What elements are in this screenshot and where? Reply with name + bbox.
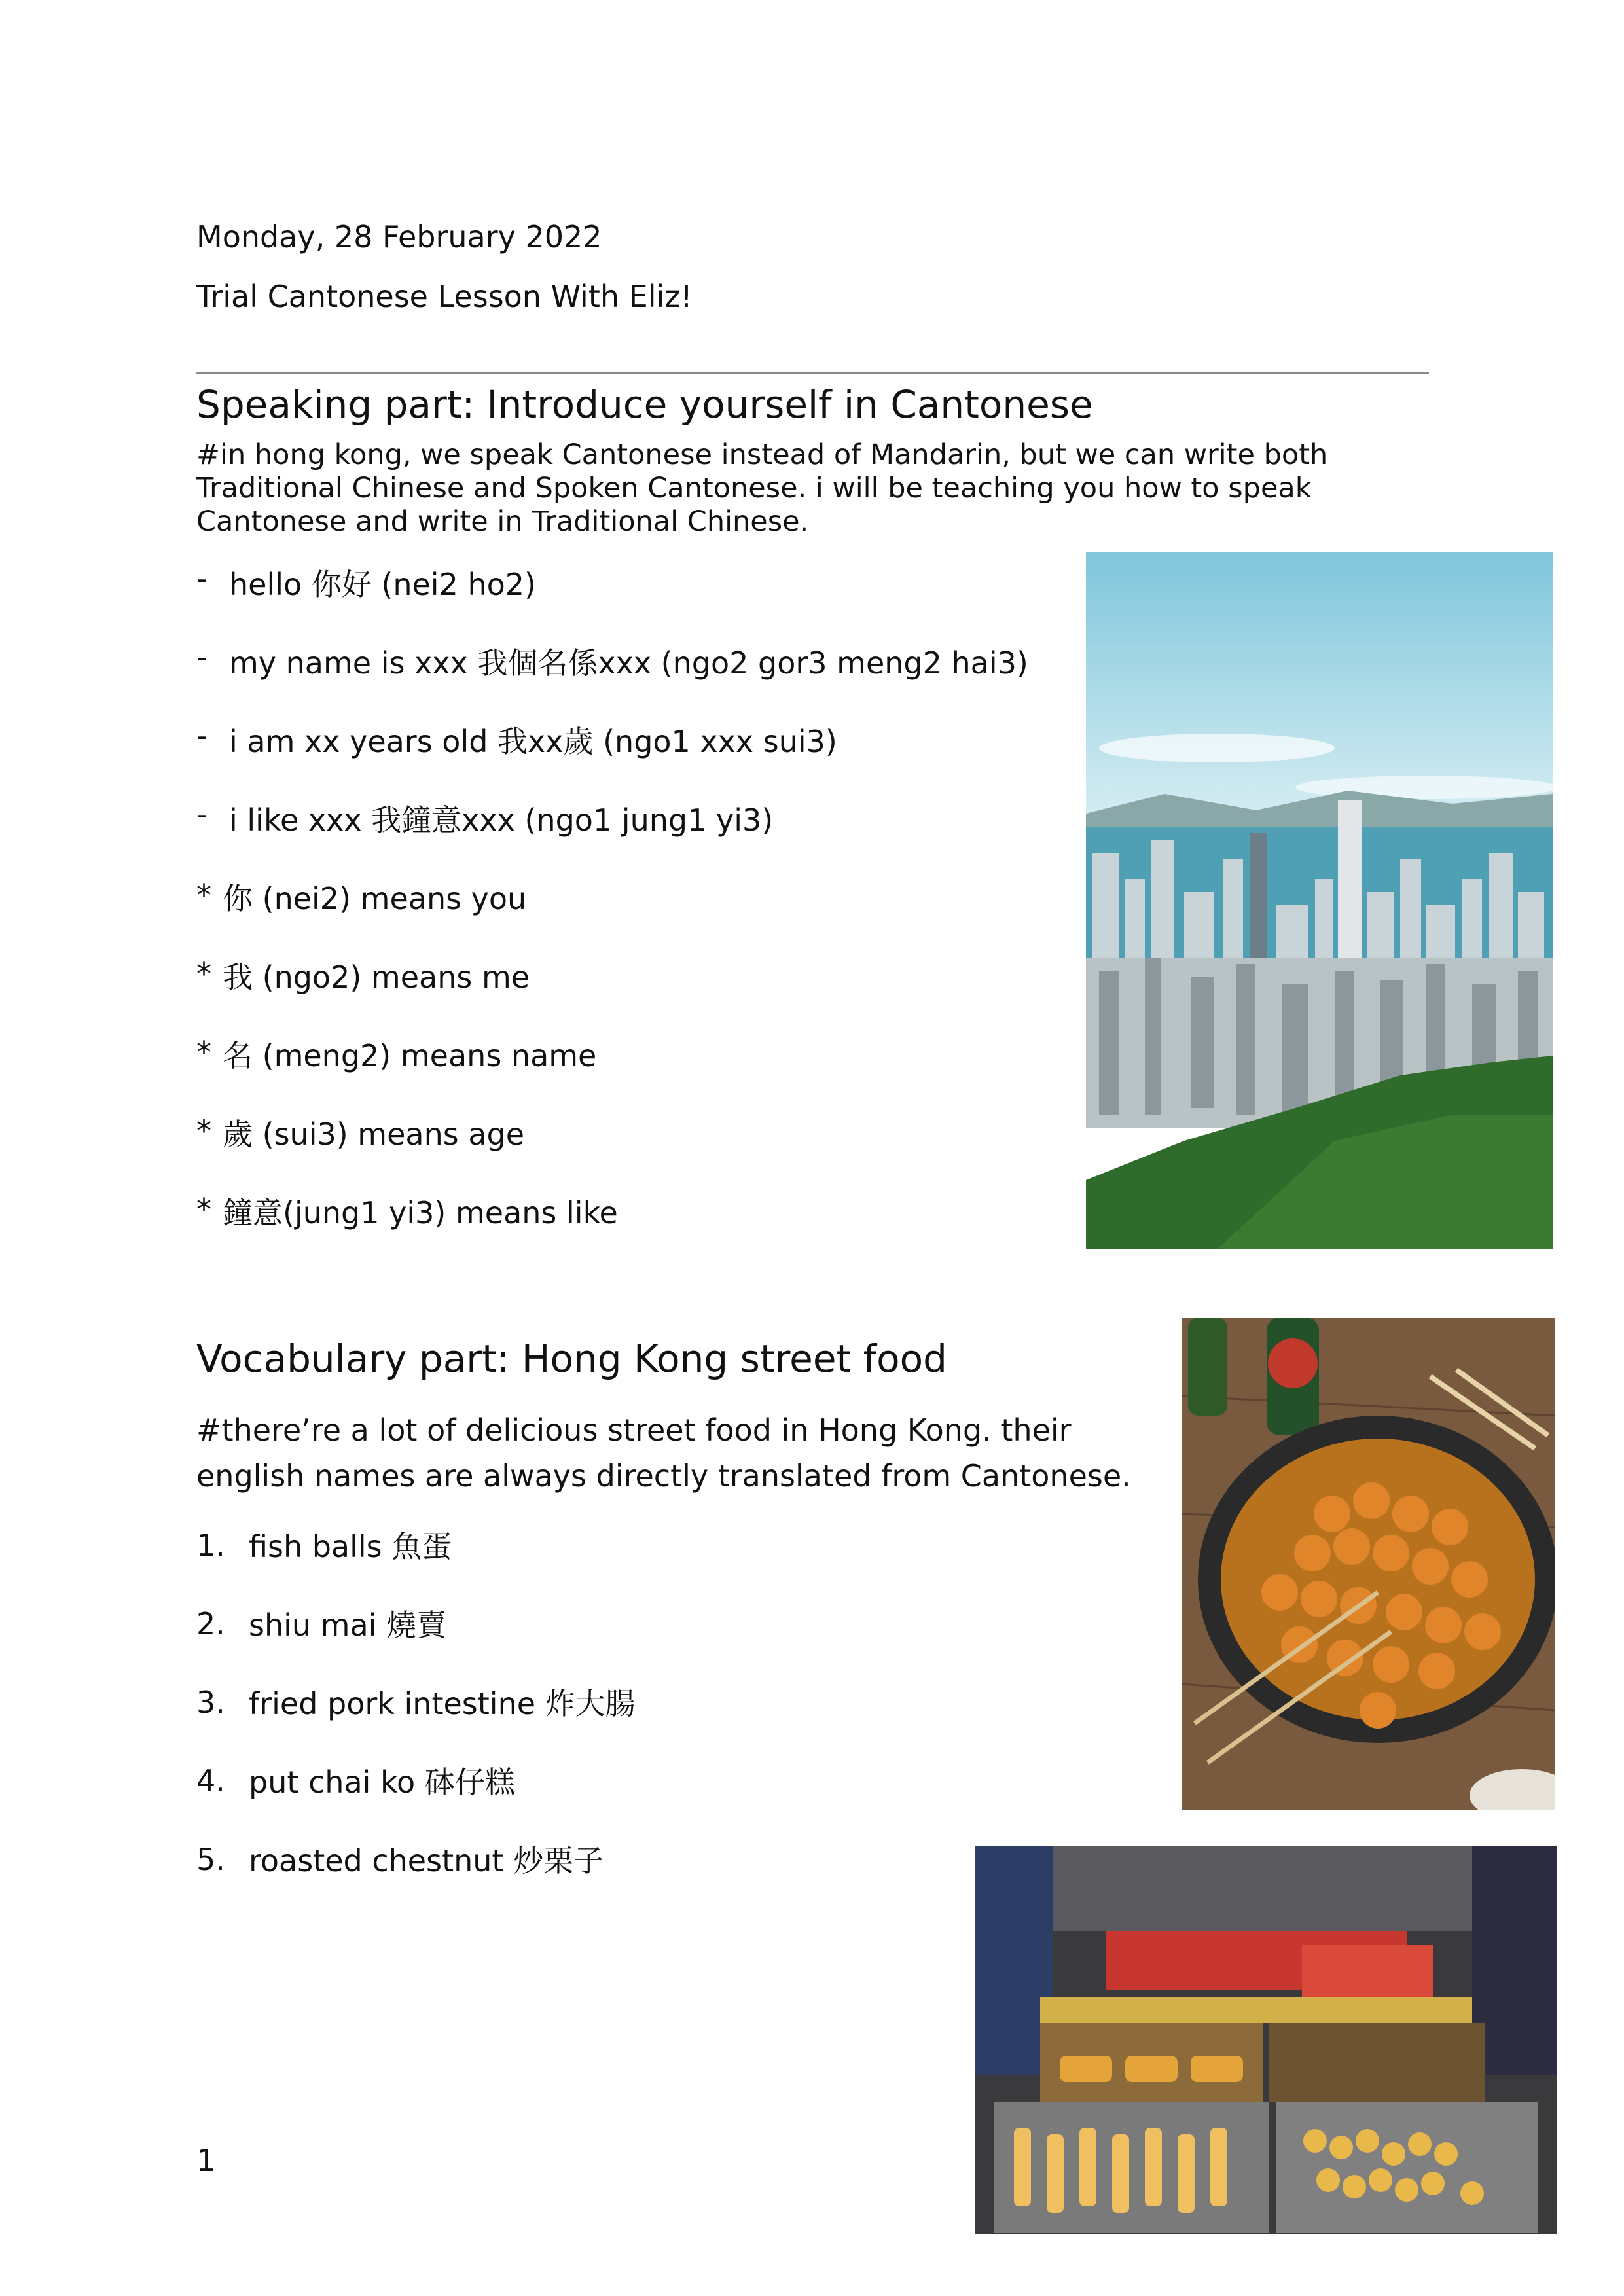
item-number: 2.	[196, 1606, 225, 1641]
vocabulary-heading: Vocabulary part: Hong Kong street food	[196, 1336, 947, 1381]
star-bullet: *	[196, 1035, 211, 1070]
dash-bullet: -	[196, 561, 208, 596]
curry-fish-balls-photo	[1182, 1318, 1555, 1810]
dash-bullet: -	[196, 639, 208, 675]
star-bullet: *	[196, 878, 211, 913]
star-bullet: *	[196, 1113, 211, 1149]
vocab-text: fish balls 魚蛋	[249, 1529, 452, 1564]
item-number: 5.	[196, 1842, 225, 1877]
dash-bullet: -	[196, 797, 208, 832]
note-text: 我 (ngo2) means me	[223, 960, 530, 995]
note-text: 鐘意(jung1 yi3) means like	[223, 1195, 618, 1230]
dash-bullet: -	[196, 718, 208, 753]
phrase-text: my name is xxx 我個名係xxx (ngo2 gor3 meng2 hai3)	[229, 645, 1028, 681]
item-number: 1.	[196, 1528, 225, 1563]
note-text: 名 (meng2) means name	[223, 1038, 597, 1073]
document-date: Monday, 28 February 2022	[196, 219, 602, 255]
phrase-text: i am xx years old 我xx歲 (ngo1 xxx sui3)	[229, 724, 837, 759]
page-number: 1	[196, 2143, 216, 2178]
street-food-stall-photo	[975, 1846, 1557, 2234]
vocab-text: put chai ko 砵仔糕	[249, 1765, 515, 1800]
vocab-text: fried pork intestine 炸大腸	[249, 1686, 636, 1721]
phrase-text: hello 你好 (nei2 ho2)	[229, 567, 536, 602]
phrase-text: i like xxx 我鐘意xxx (ngo1 jung1 yi3)	[229, 802, 774, 838]
speaking-heading: Speaking part: Introduce yourself in Cantonese	[196, 382, 1093, 427]
item-number: 4.	[196, 1763, 225, 1799]
horizontal-divider	[196, 372, 1429, 374]
item-number: 3.	[196, 1685, 225, 1720]
star-bullet: *	[196, 1192, 211, 1227]
star-bullet: *	[196, 956, 211, 992]
note-text: 歲 (sui3) means age	[223, 1117, 525, 1152]
speaking-intro: #in hong kong, we speak Cantonese instead of Mandarin, but we can write both Traditional Chinese and Spoken Cantonese. i will be teaching you how to speak Cantonese and write in Traditional Chinese.	[196, 439, 1328, 538]
vocab-text: shiu mai 燒賣	[249, 1607, 447, 1643]
vocab-text: roasted chestnut 炒栗子	[249, 1843, 604, 1878]
document-title: Trial Cantonese Lesson With Eliz!	[196, 279, 693, 314]
hong-kong-skyline-photo	[1086, 552, 1553, 1249]
vocabulary-intro: #there’re a lot of delicious street food in Hong Kong. their english names are always directly translated from Cantonese.	[196, 1412, 1131, 1494]
note-text: 你 (nei2) means you	[223, 881, 527, 916]
